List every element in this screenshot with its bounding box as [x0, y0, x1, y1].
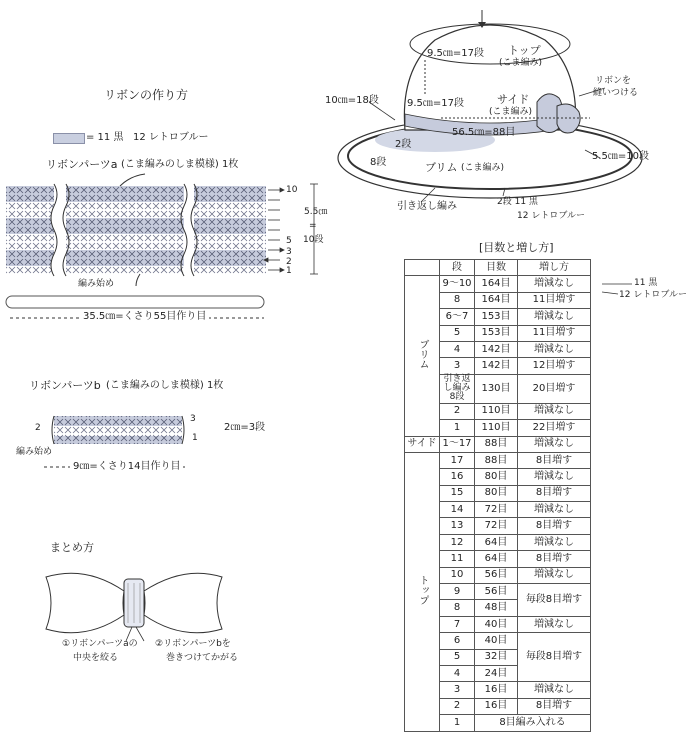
row-number: 6〜7 [440, 309, 475, 325]
header-section [405, 260, 440, 276]
row-increase: 増減なし [518, 502, 591, 518]
part-a-subtitle: (こま編みのしま模様) 1枚 [121, 159, 239, 170]
assembly-title: まとめ方 [50, 541, 94, 554]
row-number: 11 [440, 551, 475, 567]
blue-legend: 12 レトロブルー [133, 132, 209, 143]
row-count: 72目 [475, 518, 518, 534]
row-number: 1〜17 [440, 436, 475, 452]
part-a-row-3: 3 [286, 247, 292, 257]
table-note-black: 11 黒 [634, 278, 658, 288]
stitch-count-table [404, 259, 591, 732]
row-number: 8 [440, 600, 475, 616]
table-title: [目数と増し方] [479, 241, 554, 254]
hat-brim-rows2: 8段 [370, 157, 387, 168]
row-number: 9 [440, 584, 475, 600]
ribbon-method-title: リボンの作り方 [104, 88, 189, 102]
row-number: 8 [440, 292, 475, 308]
row-number: 3 [440, 682, 475, 698]
part-a-row-1: 1 [286, 266, 292, 276]
hat-side-label: サイド [497, 93, 530, 106]
row-count: 142目 [475, 358, 518, 374]
section-side: サイド [405, 436, 440, 452]
part-a-width-label: 35.5㎝=くさり55目作り目 [80, 312, 209, 322]
table-row [405, 276, 591, 292]
hat-brim-label: ブリム [425, 161, 458, 174]
row-increase: 増減なし [518, 469, 591, 485]
hat-side-left: 10㎝=18段 [325, 95, 379, 106]
row-increase: 増減なし [518, 436, 591, 452]
row-increase: 22目増す [518, 420, 591, 436]
row-increase: 8目増す [518, 698, 591, 714]
hat-brim-sub: (こま編み) [461, 163, 505, 173]
hat-side-height: 9.5㎝=17段 [407, 98, 465, 109]
table-row [405, 452, 591, 468]
row-number: 17 [440, 452, 475, 468]
row-count: 153目 [475, 325, 518, 341]
black-legend: = 11 黒 [86, 132, 124, 143]
row-count: 80目 [475, 485, 518, 501]
table-header-row [405, 260, 591, 276]
assembly-step2-line1: ②リボンパーツbを [155, 639, 231, 649]
header-row: 段 [440, 260, 475, 276]
assembly-step2-line2: 巻きつけてかがる [166, 653, 239, 663]
part-b-row-2: 2 [35, 423, 41, 433]
row-increase: 8目増す [518, 485, 591, 501]
hat-return-knit: 引き返し編み [397, 201, 457, 212]
assembly-step1-line2: 中央を絞る [73, 653, 119, 663]
part-b-row-1: 1 [192, 433, 198, 443]
row-number: 3 [440, 358, 475, 374]
row-count: 56目 [475, 584, 518, 600]
row-count: 56目 [475, 567, 518, 583]
row-increase: 増減なし [518, 567, 591, 583]
row-count: 110目 [475, 403, 518, 419]
section-top: トップ [405, 452, 440, 731]
row-increase: 8目増す [518, 452, 591, 468]
row-increase: 増減なし [518, 341, 591, 357]
row-increase: 増減なし [518, 276, 591, 292]
row-increase: 12目増す [518, 358, 591, 374]
part-a-eq: = [309, 221, 317, 231]
part-a-row-10: 10 [286, 185, 298, 195]
part-a-height: 5.5㎝ [304, 207, 328, 217]
hat-illustration [325, 10, 661, 230]
table-note-leader [600, 278, 636, 298]
row-increase: 増減なし [518, 534, 591, 550]
part-b-height: 2㎝=3段 [224, 422, 266, 433]
row-count: 110目 [475, 420, 518, 436]
section-brim: ブリム [405, 276, 440, 436]
row-count: 80目 [475, 469, 518, 485]
hat-ribbon-note-2: 縫いつける [593, 88, 639, 98]
black-swatch [53, 133, 85, 144]
row-number: 2 [440, 403, 475, 419]
row-count: 64目 [475, 534, 518, 550]
hat-brim-rows: 2段 [395, 139, 412, 150]
hat-circumference: 56.5㎝=88目 [452, 127, 516, 138]
row-count: 130目 [475, 374, 518, 403]
hat-top-label: トップ [508, 44, 541, 57]
row-count: 164目 [475, 276, 518, 292]
part-a-height-rows: 10段 [303, 235, 324, 245]
row-count: 40目 [475, 616, 518, 632]
row-number: 引き返し編み 8段 [440, 374, 475, 403]
row-count: 40目 [475, 633, 518, 649]
row-increase: 8目増す [518, 518, 591, 534]
row-count: 164目 [475, 292, 518, 308]
part-b-start: 編み始め [16, 447, 53, 457]
row-count: 16目 [475, 682, 518, 698]
row-increase: 11目増す [518, 325, 591, 341]
row-number: 4 [440, 341, 475, 357]
hat-top-height: 9.5㎝=17段 [427, 48, 485, 59]
table-row [405, 436, 591, 452]
row-increase: 8目増す [518, 551, 591, 567]
row-number: 15 [440, 485, 475, 501]
row-count: 142目 [475, 341, 518, 357]
bow-illustration [40, 565, 250, 645]
hat-brim-width: 5.5㎝=10段 [592, 151, 650, 162]
row-count: 16目 [475, 698, 518, 714]
row-number: 4 [440, 665, 475, 681]
hat-edge-color: 12 レトロブルー [517, 211, 585, 221]
row-count: 88目 [475, 452, 518, 468]
row-increase: 増減なし [518, 309, 591, 325]
part-a-chart [0, 170, 330, 290]
row-increase: 11目増す [518, 292, 591, 308]
table-note-blue: 12 レトロブルー [619, 290, 687, 300]
row-count: 32目 [475, 649, 518, 665]
part-a-title: リボンパーツa [46, 158, 118, 171]
row-number: 1 [440, 715, 475, 731]
assembly-step1-line1: ①リボンパーツaの [62, 639, 138, 649]
hat-edge-rows: 2段 11 黒 [497, 197, 538, 207]
row-count: 48目 [475, 600, 518, 616]
part-a-row-5: 5 [286, 236, 292, 246]
row-count: 88目 [475, 436, 518, 452]
row-count: 8目編み入れる [475, 715, 591, 731]
row-number: 12 [440, 534, 475, 550]
hat-top-sub: (こま編み) [499, 58, 543, 68]
header-count: 目数 [475, 260, 518, 276]
part-b-chart [40, 410, 200, 450]
row-increase: 増減なし [518, 616, 591, 632]
part-b-title: リボンパーツb [29, 379, 101, 392]
row-increase: 増減なし [518, 682, 591, 698]
row-number: 5 [440, 325, 475, 341]
row-number: 2 [440, 698, 475, 714]
hat-ribbon-note-1: リボンを [595, 76, 632, 86]
hat-side-sub: (こま編み) [489, 107, 533, 117]
row-number: 5 [440, 649, 475, 665]
row-increase: 増減なし [518, 403, 591, 419]
header-inc: 増し方 [518, 260, 591, 276]
row-increase: 20目増す [518, 374, 591, 403]
row-count: 64目 [475, 551, 518, 567]
row-number: 7 [440, 616, 475, 632]
row-number: 14 [440, 502, 475, 518]
part-b-row-3: 3 [190, 414, 196, 424]
row-increase: 毎段8目増す [518, 584, 591, 617]
part-a-start: 編み始め [78, 279, 115, 289]
row-increase: 毎段8目増す [518, 633, 591, 682]
row-count: 72目 [475, 502, 518, 518]
row-number: 13 [440, 518, 475, 534]
part-b-subtitle: (こま編みのしま模様) 1枚 [106, 380, 224, 391]
row-count: 153目 [475, 309, 518, 325]
row-number: 16 [440, 469, 475, 485]
row-number: 9〜10 [440, 276, 475, 292]
row-number: 10 [440, 567, 475, 583]
row-count: 24目 [475, 665, 518, 681]
row-number: 6 [440, 633, 475, 649]
part-a-row-2: 2 [286, 257, 292, 267]
part-b-width-label: 9㎝=くさり14目作り目 [70, 462, 183, 472]
row-number: 1 [440, 420, 475, 436]
